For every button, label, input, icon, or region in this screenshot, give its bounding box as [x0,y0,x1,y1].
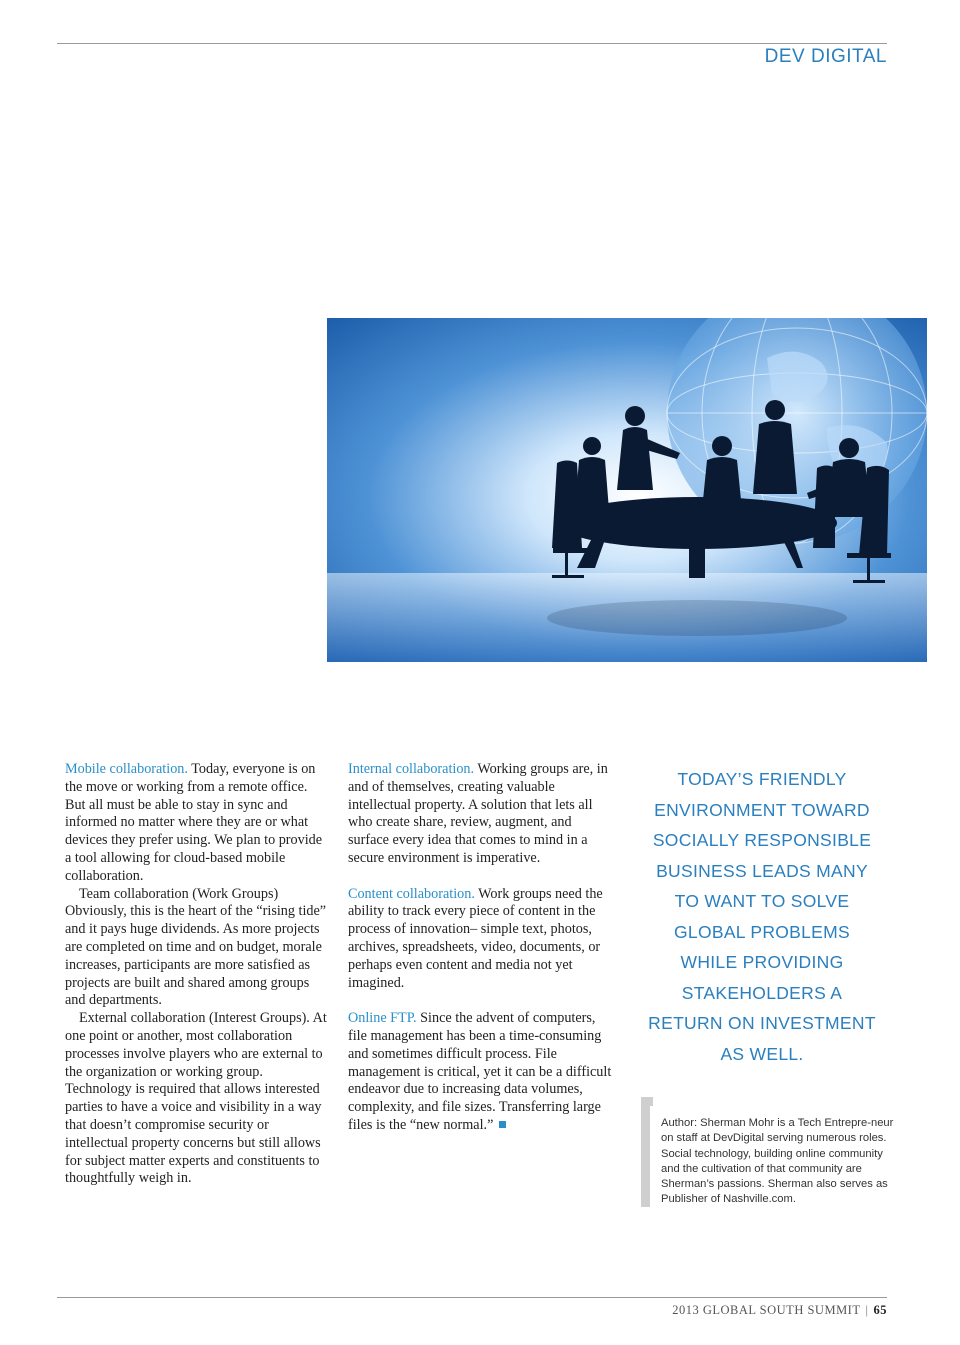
pull-quote-line: TODAY’S FRIENDLY [677,769,847,789]
content-collaboration-lead: Content collaboration. [348,885,475,902]
article-column-1 [65,761,330,1188]
bottom-rule [57,1297,887,1298]
page-footer [672,1303,887,1318]
external-collaboration-paragraph: External collaboration (Interest Groups). At one point or another, most collaboration processes involve players who are external to the organization or working group. Technology is required that allows interested parties to have a voice and visibility in a way that doesn’t compromise security or intellectual property concerns but still allows for subject matter experts and constituents to thoughtfully weigh in. [65,1010,327,1187]
pull-quote-line: RETURN ON INVESTMENT [648,1013,876,1033]
pull-quote-line: STAKEHOLDERS A [681,982,843,1003]
footer-separator: | [865,1303,869,1317]
mobile-collaboration-text: Today, everyone is on the move or working from a remote office. But all must be able to stay in sync and informed no matter where they are or what devices they prefer using. We plan to provide a tool allowing for cloud-based mobile collaboration. [65,761,323,884]
author-bio: Author: Sherman Mohr is a Tech Entrepre-neur on staff at DevDigital serving numerous roles. Social technology, building online community and the cultivation of that community are Sherman’s passions. Sherman also serves as Publisher of Nashville.com. [661,1117,894,1206]
pull-quote-line: GLOBAL PROBLEMS [674,921,850,942]
business-meeting-globe-photo-icon [327,318,927,662]
online-ftp-lead: Online FTP. [348,1010,417,1027]
author-bracket-icon [641,1097,653,1207]
content-collaboration-paragraph [348,886,613,993]
hero-image [327,318,927,662]
mobile-collaboration-paragraph [65,761,330,886]
internal-collaboration-text: Working groups are, in and of themselves, creating valuable intellectual property. A solution that lets all who create share, review, augment, and surface every idea that comes to mind in a secure environment is imperative. [348,761,608,866]
pull-quote-line: SOCIALLY RESPONSIBLE [652,830,872,850]
team-collaboration-paragraph: Team collaboration (Work Groups) Obviously, this is the heart of the “rising tide” and it pays huge dividends. As more projects are completed on time and on budget, morale increases, participants are more satisfied as projects are built and shared among groups and departments. [65,885,327,1009]
pull-quote-line: TO WANT TO SOLVE [674,891,850,911]
pull-quote [640,764,884,1069]
pull-quote-line: BUSINESS LEADS MANY [656,860,868,881]
online-ftp-text: Since the advent of computers, file management has been a time-consuming and sometimes difficult process. File management is critical, yet it can be a difficult endeavor due to increasing data volumes, complexity, and file sizes. Transferring large files is the “new normal.” [348,1010,612,1133]
mobile-collaboration-lead: Mobile collaboration. [65,761,188,777]
article-column-2 [348,761,613,1135]
internal-collaboration-lead: Internal collaboration. [348,761,475,777]
pull-quote-line: WHILE PROVIDING [680,952,844,972]
top-rule [57,43,887,44]
end-of-article-icon [499,1121,506,1128]
section-title: DEV DIGITAL [764,46,887,67]
paragraph-gap [348,868,613,886]
online-ftp-paragraph [348,1010,613,1135]
internal-collaboration-paragraph [348,761,613,868]
pull-quote-line: ENVIRONMENT TOWARD [654,799,870,820]
page-number: 65 [873,1303,887,1317]
paragraph-gap [348,992,613,1010]
content-collaboration-text: Work groups need the ability to track every piece of content in the process of innovation– simple text, photos, archives, spreadsheets, video, documents, or perhaps even content and media not yet imagined. [348,885,603,991]
pull-quote-line: AS WELL. [720,1043,804,1064]
publication-name: 2013 GLOBAL SOUTH SUMMIT [672,1303,861,1317]
